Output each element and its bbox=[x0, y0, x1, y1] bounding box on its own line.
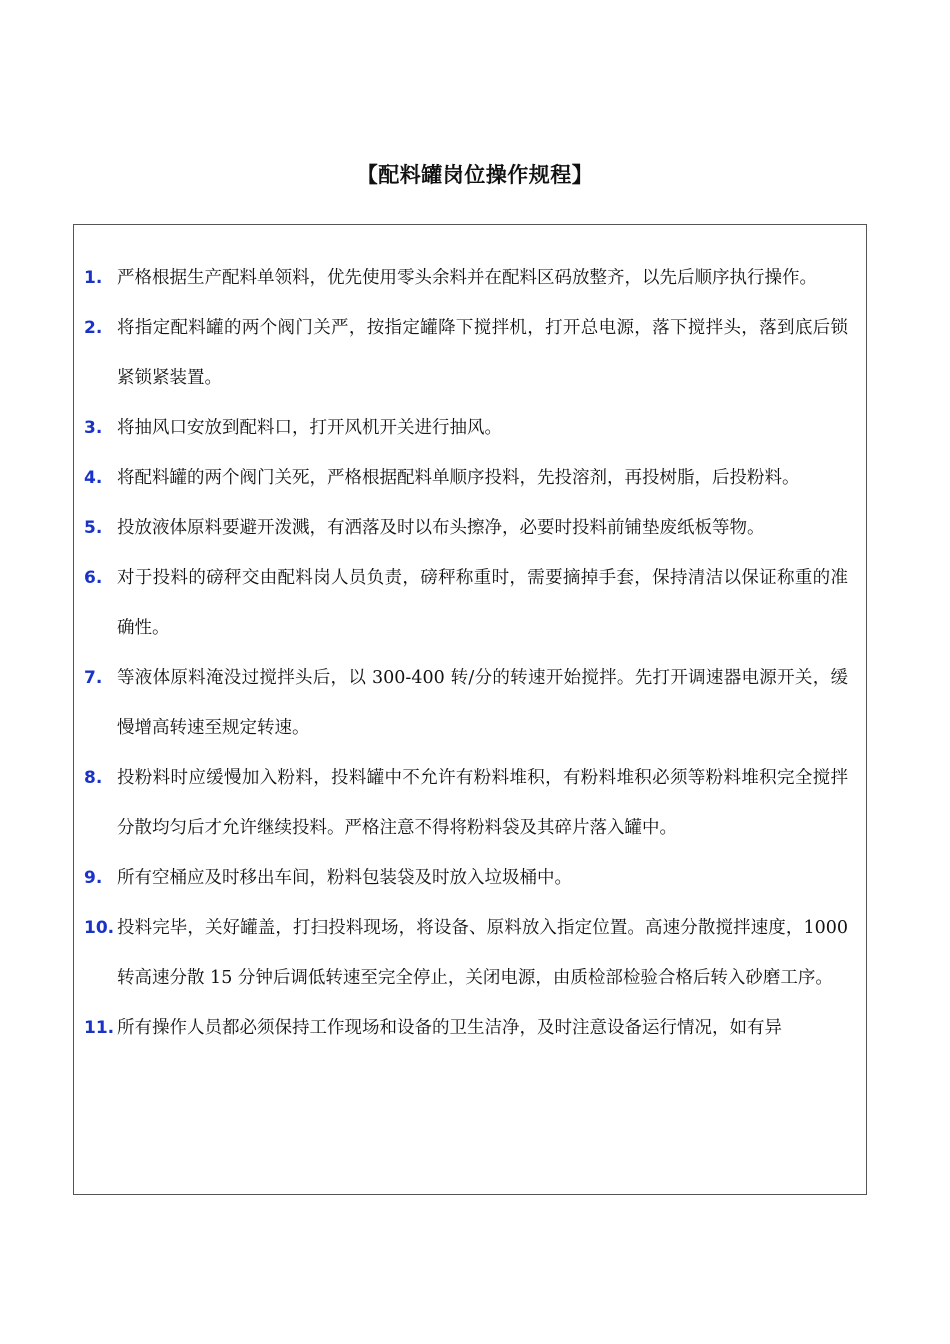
item-number: 9. bbox=[84, 868, 103, 888]
item-number: 6. bbox=[84, 568, 103, 588]
item-number: 2. bbox=[84, 318, 103, 338]
list-item bbox=[74, 303, 866, 403]
procedure-box bbox=[73, 224, 867, 1195]
list-item bbox=[74, 253, 866, 303]
item-text: 所有空桶应及时移出车间，粉料包装袋及时放入垃圾桶中。 bbox=[117, 868, 572, 888]
item-number: 5. bbox=[84, 518, 103, 538]
procedure-list bbox=[74, 253, 866, 1053]
item-text: 将指定配料罐的两个阀门关严，按指定罐降下搅拌机，打开总电源，落下搅拌头，落到底后锁紧锁紧装置。 bbox=[117, 318, 848, 388]
list-item bbox=[74, 653, 866, 753]
item-text: 将配料罐的两个阀门关死，严格根据配料单顺序投料，先投溶剂，再投树脂，后投粉料。 bbox=[117, 468, 800, 488]
list-item bbox=[74, 403, 866, 453]
list-item bbox=[74, 1003, 866, 1053]
item-number: 4. bbox=[84, 468, 103, 488]
item-number: 11. bbox=[84, 1018, 115, 1038]
item-text: 等液体原料淹没过搅拌头后，以 300-400 转/分的转速开始搅拌。先打开调速器电源开关，缓慢增高转速至规定转速。 bbox=[117, 668, 848, 738]
item-text: 对于投料的磅秤交由配料岗人员负责，磅秤称重时，需要摘掉手套，保持清洁以保证称重的准确性。 bbox=[117, 568, 848, 638]
item-text: 投粉料时应缓慢加入粉料，投料罐中不允许有粉料堆积，有粉料堆积必须等粉料堆积完全搅拌分散均匀后才允许继续投料。严格注意不得将粉料袋及其碎片落入罐中。 bbox=[117, 768, 848, 838]
item-number: 7. bbox=[84, 668, 103, 688]
page-title: 【配料罐岗位操作规程】 bbox=[356, 163, 594, 187]
list-item bbox=[74, 503, 866, 553]
item-text: 投放液体原料要避开泼溅，有洒落及时以布头擦净，必要时投料前铺垫废纸板等物。 bbox=[117, 518, 765, 538]
item-number: 3. bbox=[84, 418, 103, 438]
item-number: 1. bbox=[84, 268, 103, 288]
list-item bbox=[74, 453, 866, 503]
item-text: 投料完毕，关好罐盖，打扫投料现场，将设备、原料放入指定位置。高速分散搅拌速度，1000 转高速分散 15 分钟后调低转速至完全停止，关闭电源，由质检部检验合格后转入砂磨工序。 bbox=[117, 918, 848, 988]
list-item bbox=[74, 853, 866, 903]
item-text: 将抽风口安放到配料口，打开风机开关进行抽风。 bbox=[117, 418, 502, 438]
item-number: 10. bbox=[84, 918, 115, 938]
item-number: 8. bbox=[84, 768, 103, 788]
item-text: 所有操作人员都必须保持工作现场和设备的卫生洁净，及时注意设备运行情况，如有异 bbox=[117, 1018, 782, 1038]
list-item bbox=[74, 903, 866, 1003]
item-text: 严格根据生产配料单领料，优先使用零头余料并在配料区码放整齐，以先后顺序执行操作。 bbox=[117, 268, 817, 288]
list-item bbox=[74, 553, 866, 653]
list-item bbox=[74, 753, 866, 853]
